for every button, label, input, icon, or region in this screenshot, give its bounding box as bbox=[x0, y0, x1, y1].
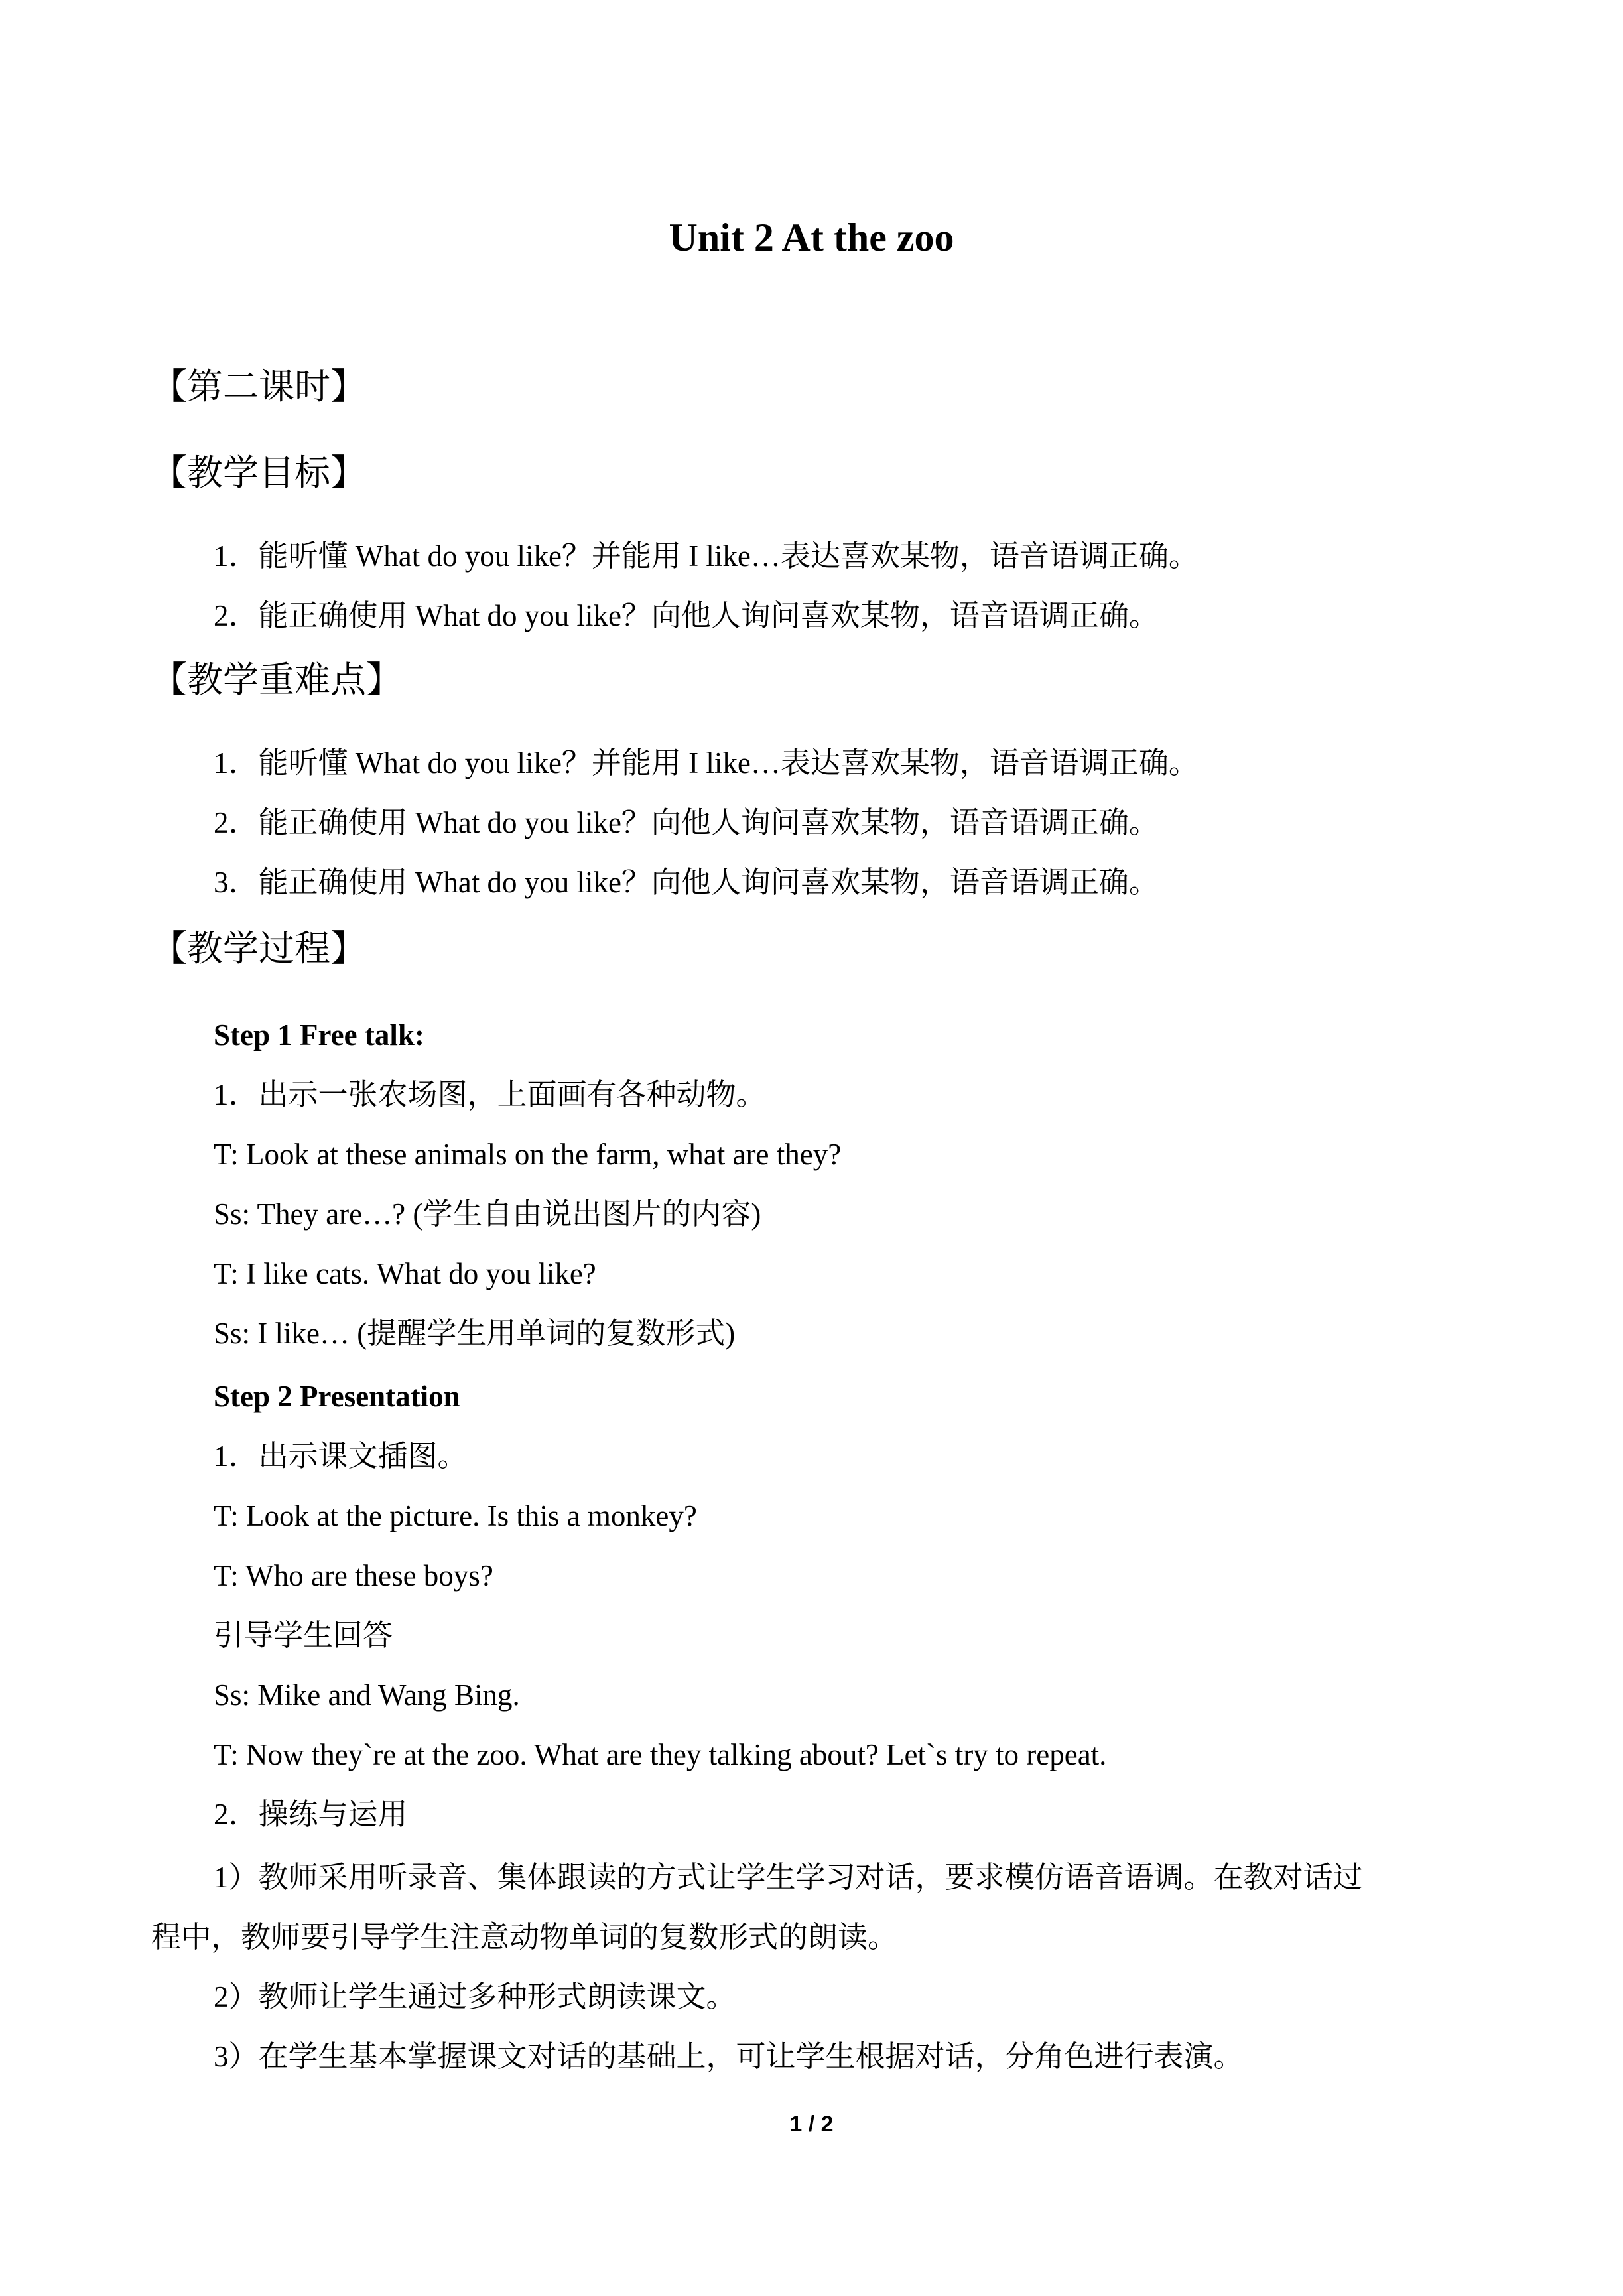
step2-line: 引导学生回答 bbox=[214, 1619, 393, 1652]
key-points-heading: 【教学重难点】 bbox=[151, 659, 402, 701]
process-heading: 【教学过程】 bbox=[151, 927, 366, 969]
step2-line: 2．操练与运用 bbox=[214, 1798, 408, 1831]
objective-item: 2．能正确使用 What do you like？向他人询问喜欢某物，语音语调正确。 bbox=[214, 599, 1159, 632]
step2-line: T: Now they`re at the zoo. What are they talking about? Let`s try to repeat. bbox=[214, 1738, 1107, 1771]
step1-title: Step 1 Free talk: bbox=[214, 1018, 424, 1051]
step2-line: T: Look at the picture. Is this a monkey? bbox=[214, 1499, 697, 1532]
step1-line: T: Look at these animals on the farm, what are they? bbox=[214, 1138, 842, 1171]
step2-title: Step 2 Presentation bbox=[214, 1380, 460, 1413]
key-point-item: 3．能正确使用 What do you like？向他人询问喜欢某物，语音语调正确。 bbox=[214, 866, 1159, 899]
document-title: Unit 2 At the zoo bbox=[669, 216, 954, 259]
step2-line: T: Who are these boys? bbox=[214, 1559, 493, 1592]
step1-line: T: I like cats. What do you like? bbox=[214, 1257, 596, 1290]
objective-item: 1．能听懂 What do you like？并能用 I like…表达喜欢某物，语音语调正确。 bbox=[214, 539, 1199, 573]
step2-line: 1．出示课文插图。 bbox=[214, 1440, 468, 1473]
step1-line: 1．出示一张农场图，上面画有各种动物。 bbox=[214, 1078, 766, 1111]
key-point-item: 1．能听懂 What do you like？并能用 I like…表达喜欢某物，语音语调正确。 bbox=[214, 746, 1199, 779]
page-number: 1 / 2 bbox=[789, 2112, 834, 2137]
step2-line: Ss: Mike and Wang Bing. bbox=[214, 1678, 520, 1712]
step1-line: Ss: They are…? (学生自由说出图片的内容) bbox=[214, 1197, 761, 1231]
step2-paragraph-1: 1）教师采用听录音、集体跟读的方式让学生学习对话，要求模仿语音语调。在教对话过 bbox=[214, 1861, 1363, 1894]
lesson-heading: 【第二课时】 bbox=[151, 366, 366, 407]
step2-paragraph-2: 2）教师让学生通过多种形式朗读课文。 bbox=[214, 1980, 736, 2013]
step1-line: Ss: I like… (提醒学生用单词的复数形式) bbox=[214, 1317, 736, 1350]
objectives-heading: 【教学目标】 bbox=[151, 452, 366, 494]
key-point-item: 2．能正确使用 What do you like？向他人询问喜欢某物，语音语调正确。 bbox=[214, 806, 1159, 839]
step2-paragraph-3: 3）在学生基本掌握课文对话的基础上，可让学生根据对话，分角色进行表演。 bbox=[214, 2040, 1244, 2073]
step2-paragraph-1-continued: 程中，教师要引导学生注意动物单词的复数形式的朗读。 bbox=[151, 1921, 898, 1954]
